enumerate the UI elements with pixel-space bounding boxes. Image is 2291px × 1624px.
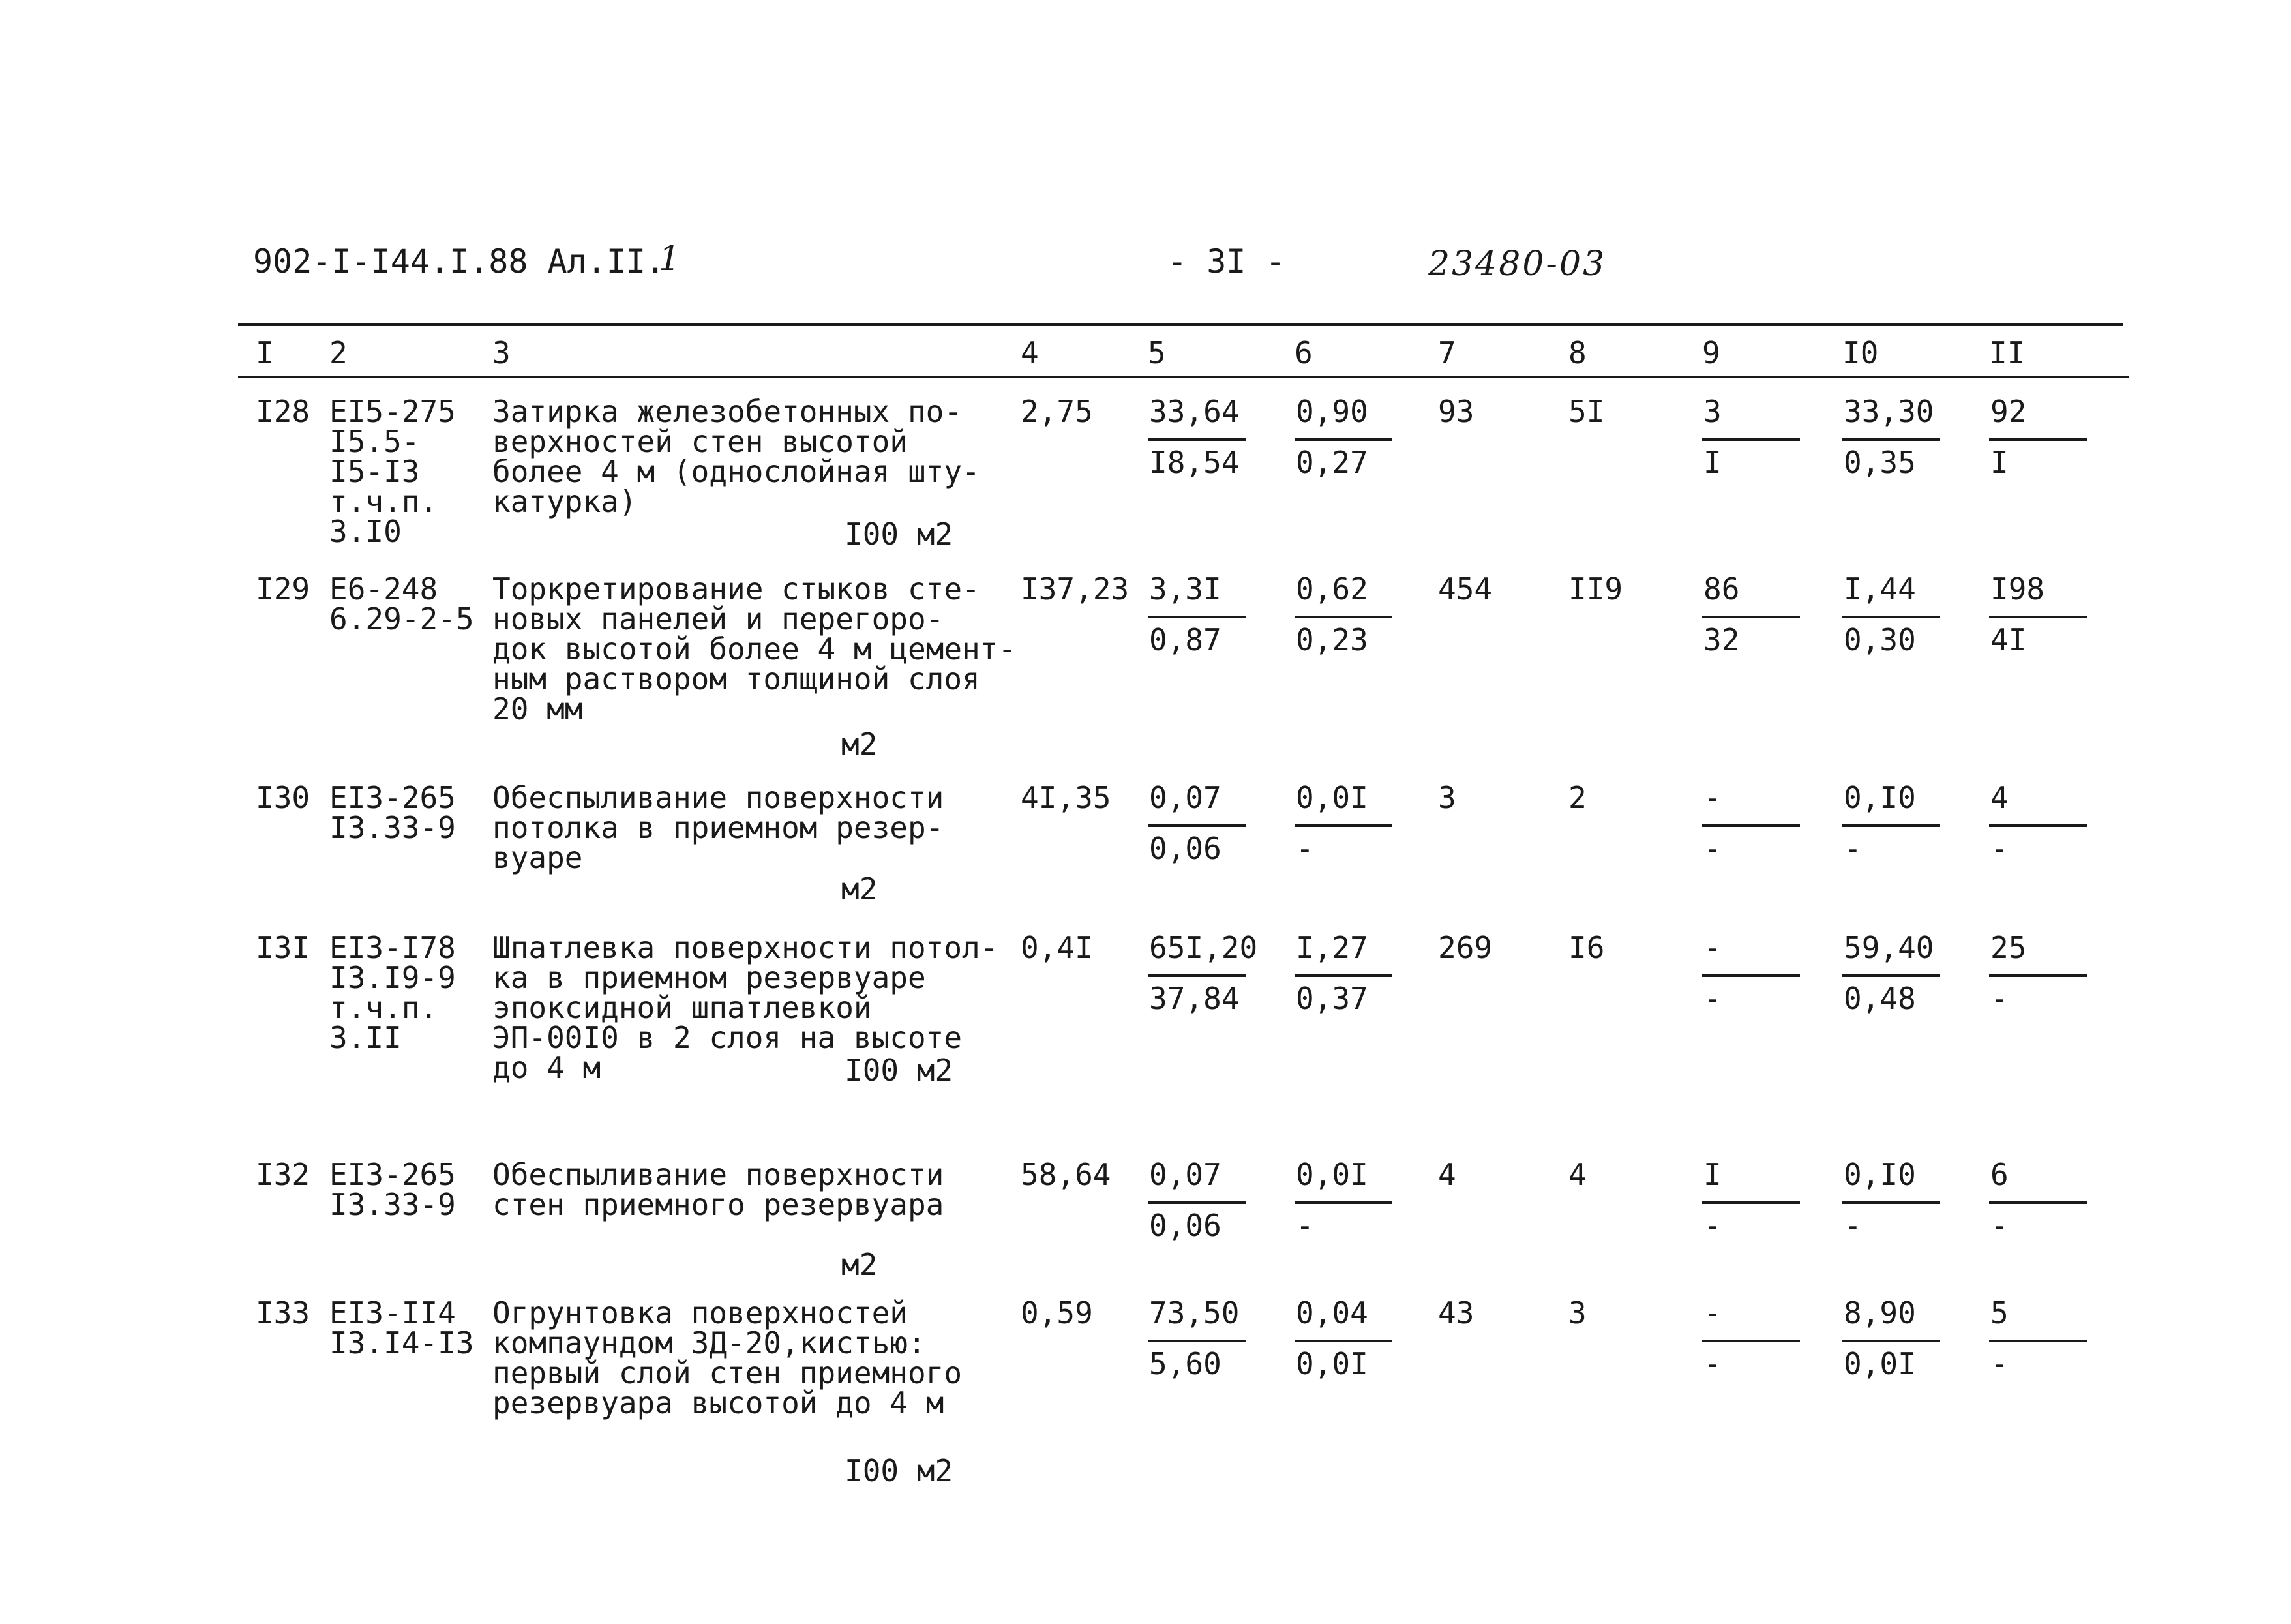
fraction-numerator: 92	[1989, 397, 2087, 441]
fraction-col-11	[1989, 571, 2087, 657]
work-description: Затирка железобетонных по- верхностей стен высотой более 4 м (однослойная шту- катурка)	[492, 394, 980, 519]
fraction-numerator: 73,50	[1148, 1298, 1246, 1342]
fraction-denominator: 0,06	[1149, 831, 1221, 866]
row-number: I30	[256, 780, 310, 815]
quantity: I37,23	[1021, 571, 1130, 607]
fraction-denominator: -	[1990, 831, 2009, 866]
fraction-col-5	[1148, 394, 1246, 480]
row-number: I32	[256, 1157, 310, 1192]
fraction-denominator: -	[1990, 1208, 2009, 1243]
fraction-denominator: I8,54	[1149, 445, 1240, 480]
fraction-col-5	[1148, 1157, 1246, 1243]
fraction-col-11	[1989, 780, 2087, 866]
rate-code: EI3-265 I3.33-9	[329, 780, 456, 845]
fraction-denominator: I	[1990, 445, 2009, 480]
fraction-numerator: I,27	[1295, 933, 1392, 977]
work-description: Огрунтовка поверхностей компаундом ЗД-20,кистью: первый слой стен приемного резервуара высотой до 4 м	[492, 1295, 963, 1421]
fraction-denominator: 0,27	[1296, 445, 1368, 480]
fraction-denominator: 0,87	[1149, 622, 1221, 657]
rate-code: EI3-I78 I3.I9-9 т.ч.п. 3.II	[329, 930, 456, 1055]
fraction-numerator: 0,07	[1148, 1160, 1246, 1204]
value-col-8: II9	[1568, 571, 1623, 607]
fraction-denominator: 0,30	[1844, 622, 1916, 657]
inventory-number: 23480-03	[1428, 245, 1607, 284]
fraction-denominator: 0,48	[1844, 981, 1916, 1016]
fraction-numerator: 5	[1989, 1298, 2087, 1342]
value-col-7: 43	[1438, 1295, 1475, 1331]
fraction-denominator: -	[1990, 1346, 2009, 1381]
fraction-numerator: 25	[1989, 933, 2087, 977]
column-header-11: II	[1989, 335, 2026, 370]
fraction-numerator: 0,90	[1295, 397, 1392, 441]
fraction-denominator: 0,0I	[1844, 1346, 1916, 1381]
rate-code: EI3-265 I3.33-9	[329, 1157, 456, 1222]
fraction-col-6	[1295, 394, 1392, 480]
fraction-denominator: -	[1703, 831, 1722, 866]
fraction-col-5	[1148, 1295, 1246, 1381]
fraction-numerator: 0,I0	[1842, 1160, 1940, 1204]
value-col-8: 3	[1568, 1295, 1587, 1331]
fraction-col-9	[1702, 1295, 1800, 1381]
fraction-denominator: 5,60	[1149, 1346, 1221, 1381]
fraction-col-6	[1295, 571, 1392, 657]
fraction-col-11	[1989, 1295, 2087, 1381]
quantity: 4I,35	[1021, 780, 1111, 815]
quantity: 0,59	[1021, 1295, 1093, 1331]
value-col-7: 3	[1438, 780, 1456, 815]
row-number: I29	[256, 571, 310, 607]
fraction-denominator: -	[1296, 1208, 1314, 1243]
fraction-denominator: 4I	[1990, 622, 2027, 657]
fraction-col-6	[1295, 780, 1392, 866]
fraction-denominator: -	[1296, 831, 1314, 866]
fraction-numerator: 33,64	[1148, 397, 1246, 441]
fraction-numerator: 6	[1989, 1160, 2087, 1204]
value-col-8: 5I	[1568, 394, 1605, 429]
value-col-7: 93	[1438, 394, 1475, 429]
fraction-numerator: 3,3I	[1148, 574, 1246, 618]
fraction-denominator: -	[1703, 981, 1722, 1016]
fraction-numerator: 86	[1702, 574, 1800, 618]
fraction-numerator: 59,40	[1842, 933, 1940, 977]
column-header-5: 5	[1148, 335, 1166, 370]
row-number: I3I	[256, 930, 310, 965]
rate-code: E6-248 6.29-2-5	[329, 571, 474, 637]
fraction-col-9	[1702, 780, 1800, 866]
value-col-7: 454	[1438, 571, 1493, 607]
work-description: Шпатлевка поверхности потол- ка в приемном резервуаре эпоксидной шпатлевкой ЭП-00I0 в 2 слоя на высоте до 4 м	[492, 930, 998, 1085]
fraction-col-11	[1989, 930, 2087, 1016]
fraction-col-11	[1989, 394, 2087, 480]
fraction-numerator: -	[1702, 1298, 1800, 1342]
work-description: Обеспыливание поверхности стен приемного резервуара	[492, 1157, 944, 1222]
column-header-6: 6	[1295, 335, 1313, 370]
measure-unit: I00 м2	[845, 1453, 953, 1488]
document-code: 902-I-I44.I.88 Ал.II.	[253, 243, 666, 280]
value-col-7: 269	[1438, 930, 1493, 965]
fraction-col-9	[1702, 1157, 1800, 1243]
fraction-numerator: 0,62	[1295, 574, 1392, 618]
table-top-rule	[238, 323, 2123, 326]
work-description: Обеспыливание поверхности потолка в приемном резер- вуаре	[492, 780, 944, 875]
fraction-denominator: -	[1844, 831, 1862, 866]
measure-unit: I00 м2	[845, 1053, 953, 1088]
fraction-numerator: I	[1702, 1160, 1800, 1204]
document-mark: 1	[659, 239, 683, 278]
fraction-denominator: 37,84	[1149, 981, 1240, 1016]
fraction-denominator: -	[1844, 1208, 1862, 1243]
fraction-numerator: 33,30	[1842, 397, 1940, 441]
column-header-8: 8	[1568, 335, 1587, 370]
quantity: 0,4I	[1021, 930, 1093, 965]
fraction-denominator: 0,23	[1296, 622, 1368, 657]
value-col-8: I6	[1568, 930, 1605, 965]
column-header-3: 3	[492, 335, 511, 370]
quantity: 2,75	[1021, 394, 1093, 429]
fraction-numerator: 0,0I	[1295, 1160, 1392, 1204]
rate-code: EI5-275 I5.5- I5-I3 т.ч.п. 3.I0	[329, 394, 456, 549]
value-col-8: 4	[1568, 1157, 1587, 1192]
fraction-denominator: 32	[1703, 622, 1740, 657]
fraction-numerator: -	[1702, 933, 1800, 977]
fraction-numerator: 3	[1702, 397, 1800, 441]
column-header-4: 4	[1021, 335, 1039, 370]
fraction-col-10	[1842, 1295, 1940, 1381]
fraction-numerator: 4	[1989, 783, 2087, 827]
fraction-numerator: -	[1702, 783, 1800, 827]
fraction-numerator: 0,07	[1148, 783, 1246, 827]
work-description: Торкретирование стыков сте- новых панелей и перегоро- док высотой более 4 м цемент- ным раствором толщиной слоя 20 мм	[492, 571, 1017, 727]
column-header-10: I0	[1842, 335, 1879, 370]
fraction-col-6	[1295, 930, 1392, 1016]
fraction-col-10	[1842, 930, 1940, 1016]
fraction-denominator: I	[1703, 445, 1722, 480]
fraction-numerator: 65I,20	[1148, 933, 1246, 977]
row-number: I28	[256, 394, 310, 429]
fraction-col-10	[1842, 780, 1940, 866]
fraction-col-10	[1842, 571, 1940, 657]
column-header-9: 9	[1702, 335, 1720, 370]
column-header-2: 2	[329, 335, 348, 370]
quantity: 58,64	[1021, 1157, 1111, 1192]
fraction-col-5	[1148, 930, 1258, 1016]
fraction-col-10	[1842, 1157, 1940, 1243]
fraction-numerator: 8,90	[1842, 1298, 1940, 1342]
fraction-col-9	[1702, 930, 1800, 1016]
page-number: - 3I -	[1167, 243, 1285, 280]
fraction-numerator: I98	[1989, 574, 2087, 618]
fraction-col-5	[1148, 571, 1246, 657]
fraction-denominator: -	[1990, 981, 2009, 1016]
fraction-denominator: 0,37	[1296, 981, 1368, 1016]
table-header-rule	[238, 376, 2129, 378]
value-col-8: 2	[1568, 780, 1587, 815]
fraction-numerator: 0,I0	[1842, 783, 1940, 827]
fraction-numerator: 0,04	[1295, 1298, 1392, 1342]
fraction-col-6	[1295, 1157, 1392, 1243]
fraction-numerator: 0,0I	[1295, 783, 1392, 827]
fraction-denominator: 0,35	[1844, 445, 1916, 480]
measure-unit: м2	[841, 727, 878, 762]
fraction-col-5	[1148, 780, 1246, 866]
column-header-7: 7	[1438, 335, 1456, 370]
measure-unit: м2	[841, 1247, 878, 1282]
fraction-denominator: 0,06	[1149, 1208, 1221, 1243]
rate-code: EI3-II4 I3.I4-I3	[329, 1295, 474, 1361]
fraction-denominator: -	[1703, 1208, 1722, 1243]
fraction-col-11	[1989, 1157, 2087, 1243]
column-header-1: I	[256, 335, 274, 370]
fraction-col-6	[1295, 1295, 1392, 1381]
fraction-denominator: 0,0I	[1296, 1346, 1368, 1381]
fraction-col-9	[1702, 394, 1800, 480]
fraction-col-9	[1702, 571, 1800, 657]
measure-unit: I00 м2	[845, 517, 953, 552]
measure-unit: м2	[841, 871, 878, 907]
fraction-numerator: I,44	[1842, 574, 1940, 618]
fraction-col-10	[1842, 394, 1940, 480]
row-number: I33	[256, 1295, 310, 1331]
fraction-denominator: -	[1703, 1346, 1722, 1381]
value-col-7: 4	[1438, 1157, 1456, 1192]
